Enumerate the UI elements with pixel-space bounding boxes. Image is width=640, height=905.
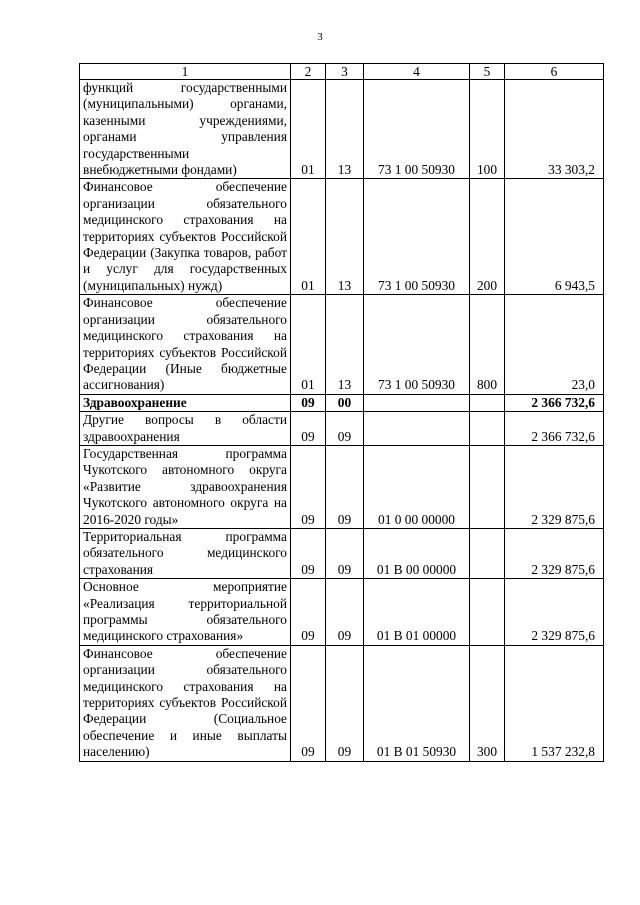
- subsection-code-cell: 09: [326, 579, 364, 646]
- row-name-cell: Другие вопросы в области здравоохранения: [80, 412, 291, 446]
- table-row: [80, 528, 604, 578]
- target-article-cell: 01 0 00 00000: [364, 445, 470, 528]
- table-row: [80, 579, 604, 646]
- target-article-cell: 01 В 01 00000: [364, 579, 470, 646]
- section-code-cell: 09: [291, 528, 326, 578]
- subsection-code-cell: 13: [326, 179, 364, 295]
- row-name-cell: Финансовое обеспечение организации обязательного медицинского страхования на территориях субъектов Российской Федерации (Закупка товаров, работ и услуг для государственных (муниципальных) нужд): [80, 179, 291, 295]
- amount-cell: 33 303,2: [505, 80, 604, 179]
- subsection-code-cell: 09: [326, 645, 364, 761]
- target-article-cell: 73 1 00 50930: [364, 80, 470, 179]
- amount-cell: 2 329 875,6: [505, 445, 604, 528]
- table-row: [80, 394, 604, 411]
- target-article-cell: 01 В 00 00000: [364, 528, 470, 578]
- table-row: [80, 412, 604, 446]
- row-name-cell: Территориальная программа обязательного медицинского страхования: [80, 528, 291, 578]
- amount-cell: 2 329 875,6: [505, 528, 604, 578]
- amount-cell: 2 366 732,6: [505, 412, 604, 446]
- budget-table: [79, 63, 604, 762]
- subsection-code-cell: 09: [326, 528, 364, 578]
- section-code-cell: 09: [291, 579, 326, 646]
- table-row: [80, 179, 604, 295]
- section-code-cell: 01: [291, 179, 326, 295]
- table-row: [80, 295, 604, 394]
- target-article-cell: [364, 394, 470, 411]
- amount-cell: 1 537 232,8: [505, 645, 604, 761]
- section-code-cell: 09: [291, 412, 326, 446]
- section-code-cell: 01: [291, 295, 326, 394]
- expense-type-cell: 800: [470, 295, 505, 394]
- budget-table-body: [80, 64, 604, 762]
- row-name-cell: Финансовое обеспечение организации обязательного медицинского страхования на территориях субъектов Российской Федерации (Иные бюджетные ассигнования): [80, 295, 291, 394]
- expense-type-cell: [470, 394, 505, 411]
- expense-type-cell: [470, 579, 505, 646]
- amount-cell: 6 943,5: [505, 179, 604, 295]
- header-cell-6: 6: [505, 64, 604, 80]
- target-article-cell: 73 1 00 50930: [364, 179, 470, 295]
- section-code-cell: 09: [291, 445, 326, 528]
- expense-type-cell: 200: [470, 179, 505, 295]
- page-number: 3: [317, 31, 323, 43]
- expense-type-cell: 300: [470, 645, 505, 761]
- row-name-cell: Основное мероприятие «Реализация территориальной программы обязательного медицинского страхования»: [80, 579, 291, 646]
- row-name-cell: Здравоохранение: [80, 394, 291, 411]
- header-cell-3: 3: [326, 64, 364, 80]
- table-row: [80, 645, 604, 761]
- table-row: [80, 445, 604, 528]
- header-cell-4: 4: [364, 64, 470, 80]
- target-article-cell: 01 В 01 50930: [364, 645, 470, 761]
- header-cell-5: 5: [470, 64, 505, 80]
- header-cell-1: 1: [80, 64, 291, 80]
- row-name-cell: Финансовое обеспечение организации обязательного медицинского страхования на территориях субъектов Российской Федерации (Социальное обеспечение и иные выплаты населению): [80, 645, 291, 761]
- subsection-code-cell: 13: [326, 295, 364, 394]
- target-article-cell: [364, 412, 470, 446]
- section-code-cell: 09: [291, 645, 326, 761]
- subsection-code-cell: 09: [326, 445, 364, 528]
- section-code-cell: 09: [291, 394, 326, 411]
- subsection-code-cell: 13: [326, 80, 364, 179]
- expense-type-cell: [470, 528, 505, 578]
- subsection-code-cell: 09: [326, 412, 364, 446]
- target-article-cell: 73 1 00 50930: [364, 295, 470, 394]
- table-header-row: [80, 64, 604, 80]
- header-cell-2: 2: [291, 64, 326, 80]
- table-row: [80, 80, 604, 179]
- row-name-cell: функций государственными (муниципальными) органами, казенными учреждениями, органами управления государственными внебюджетными фондами): [80, 80, 291, 179]
- expense-type-cell: [470, 445, 505, 528]
- expense-type-cell: 100: [470, 80, 505, 179]
- amount-cell: 23,0: [505, 295, 604, 394]
- section-code-cell: 01: [291, 80, 326, 179]
- expense-type-cell: [470, 412, 505, 446]
- row-name-cell: Государственная программа Чукотского автономного округа «Развитие здравоохранения Чукотского автономного округа на 2016-2020 годы»: [80, 445, 291, 528]
- subsection-code-cell: 00: [326, 394, 364, 411]
- amount-cell: 2 366 732,6: [505, 394, 604, 411]
- amount-cell: 2 329 875,6: [505, 579, 604, 646]
